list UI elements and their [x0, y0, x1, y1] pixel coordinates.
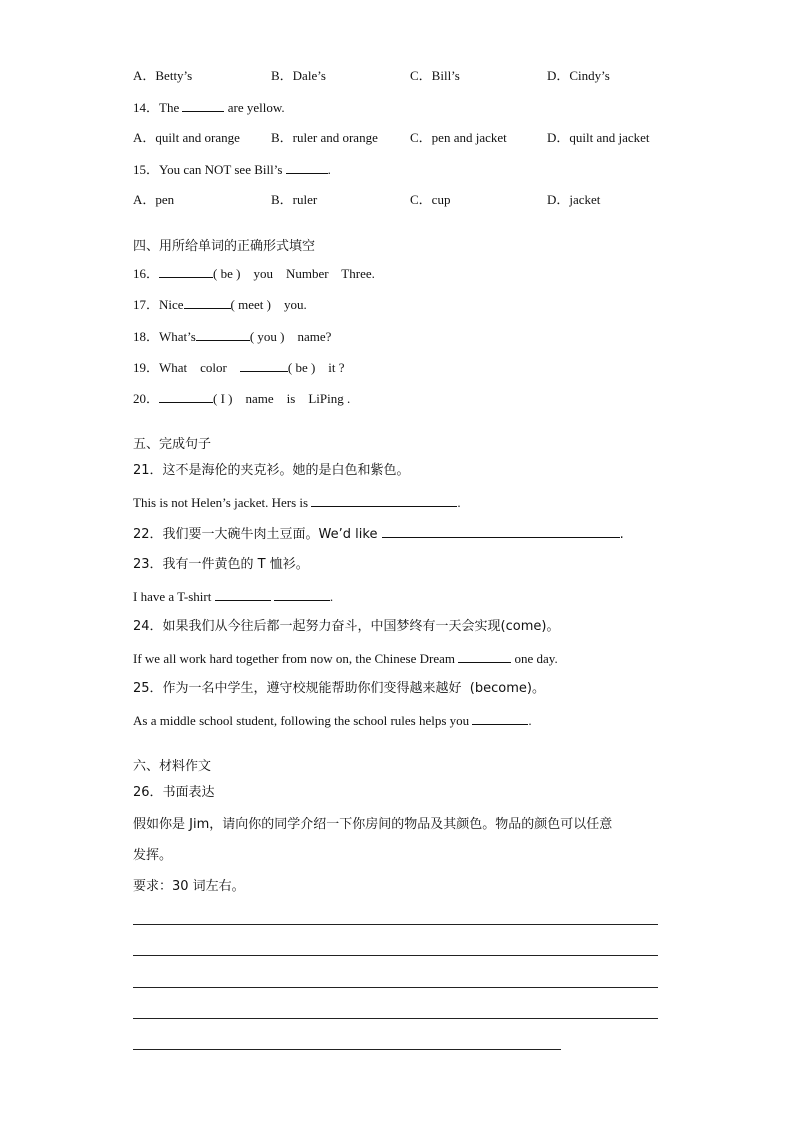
question-14 [133, 98, 285, 117]
q21-chinese: 21．这不是海伦的夹克衫。她的是白色和紫色。 [133, 463, 410, 478]
q24-text-post: one day. [511, 651, 558, 666]
question-15 [133, 160, 331, 179]
q25-chinese: 25．作为一名中学生，遵守校规能帮助你们变得越来越好 (become)。 [133, 681, 545, 696]
q24-text-pre: If we all work hard together from now on, the Chinese Dream [133, 651, 459, 666]
q17-text-pre: 17．Nice [133, 297, 184, 312]
section-5-title: 五、完成句子 [133, 437, 212, 452]
q22-blank[interactable] [382, 524, 620, 538]
q15-option-c: C．cup [410, 192, 451, 207]
q14-option-d: D．quilt and jacket [547, 130, 650, 145]
q13-option-d: D．Cindy’s [547, 68, 610, 83]
q24-chinese: 24．如果我们从今往后都一起努力奋斗，中国梦终有一天会实现(come)。 [133, 619, 560, 634]
writing-line[interactable] [133, 1018, 658, 1019]
writing-line[interactable] [133, 924, 658, 925]
q18-text-post: ( you ) name? [249, 329, 332, 344]
q24-blank[interactable] [458, 649, 511, 663]
q20-text-pre: 20． [133, 391, 160, 406]
q23-text-pre: I have a T-shirt [133, 589, 215, 604]
q19-text-post: ( be ) it ? [287, 360, 345, 375]
q25-blank[interactable] [472, 711, 528, 725]
q21-text-pre: This is not Helen’s jacket. Hers is [133, 495, 312, 510]
q23-chinese: 23．我有一件黄色的 T 恤衫。 [133, 557, 309, 572]
section-4-title: 四、用所给单词的正确形式填空 [133, 239, 316, 254]
writing-line[interactable] [133, 955, 658, 956]
q13-option-c: C．Bill’s [410, 68, 460, 83]
writing-line[interactable] [133, 1049, 561, 1050]
q21-english [133, 493, 461, 512]
q18-blank[interactable] [196, 327, 250, 341]
q18-text-pre: 18．What’s [133, 329, 196, 344]
q23-english [133, 587, 333, 606]
q19-text-pre: 19．What color [133, 360, 240, 375]
q26-prompt-line-1: 假如你是 Jim，请向你的同学介绍一下你房间的物品及其颜色。物品的颜色可以任意 [133, 817, 613, 832]
q15-option-d: D．jacket [547, 192, 601, 207]
question-17 [133, 295, 307, 314]
q15-blank[interactable] [286, 160, 328, 174]
q16-blank[interactable] [159, 264, 213, 278]
q25-text-pre: As a middle school student, following the school rules helps you [133, 713, 473, 728]
q13-option-b: B．Dale’s [271, 68, 326, 83]
q15-option-a: A．pen [133, 192, 175, 207]
question-22 [133, 524, 624, 544]
q23-text-post: . [329, 589, 334, 604]
q20-text-post: ( I ) name is LiPing . [213, 391, 351, 406]
q15-text-pre: 15．You can NOT see Bill’s [133, 162, 286, 177]
q15-option-b: B．ruler [271, 192, 318, 207]
q21-text-post: . [457, 495, 461, 510]
q23-blank-1[interactable] [215, 587, 271, 601]
q14-blank[interactable] [182, 98, 224, 112]
q14-option-c: C．pen and jacket [410, 130, 507, 145]
q19-blank[interactable] [240, 358, 288, 372]
q14-text-post: are yellow. [224, 100, 285, 115]
q21-blank[interactable] [311, 493, 457, 507]
section-6-title: 六、材料作文 [133, 759, 212, 774]
q22-text-pre: 22．我们要一大碗牛肉土豆面。We’d like [133, 527, 382, 542]
question-18 [133, 327, 331, 346]
question-20 [133, 389, 350, 408]
q16-text-post: ( be ) you Number Three. [213, 266, 375, 281]
question-16 [133, 264, 375, 283]
writing-line[interactable] [133, 987, 658, 988]
q26-prompt-line-2: 发挥。 [133, 848, 173, 863]
q14-text-pre: 14．The [133, 100, 183, 115]
q16-text-pre: 16． [133, 266, 160, 281]
q22-text-post: . [619, 527, 624, 542]
q15-text-post: . [327, 162, 331, 177]
q17-text-post: ( meet ) you. [230, 297, 307, 312]
q26-title: 26．书面表达 [133, 785, 215, 800]
q17-blank[interactable] [184, 295, 231, 309]
q26-requirement: 要求：30 词左右。 [133, 879, 245, 894]
q13-option-a: A．Betty’s [133, 68, 193, 83]
q14-option-a: A．quilt and orange [133, 130, 240, 145]
q20-blank[interactable] [159, 389, 213, 403]
q25-english [133, 711, 532, 730]
q24-english [133, 649, 558, 668]
q25-text-post: . [528, 713, 532, 728]
q14-option-b: B．ruler and orange [271, 130, 378, 145]
question-19 [133, 358, 345, 377]
q23-blank-2[interactable] [274, 587, 330, 601]
